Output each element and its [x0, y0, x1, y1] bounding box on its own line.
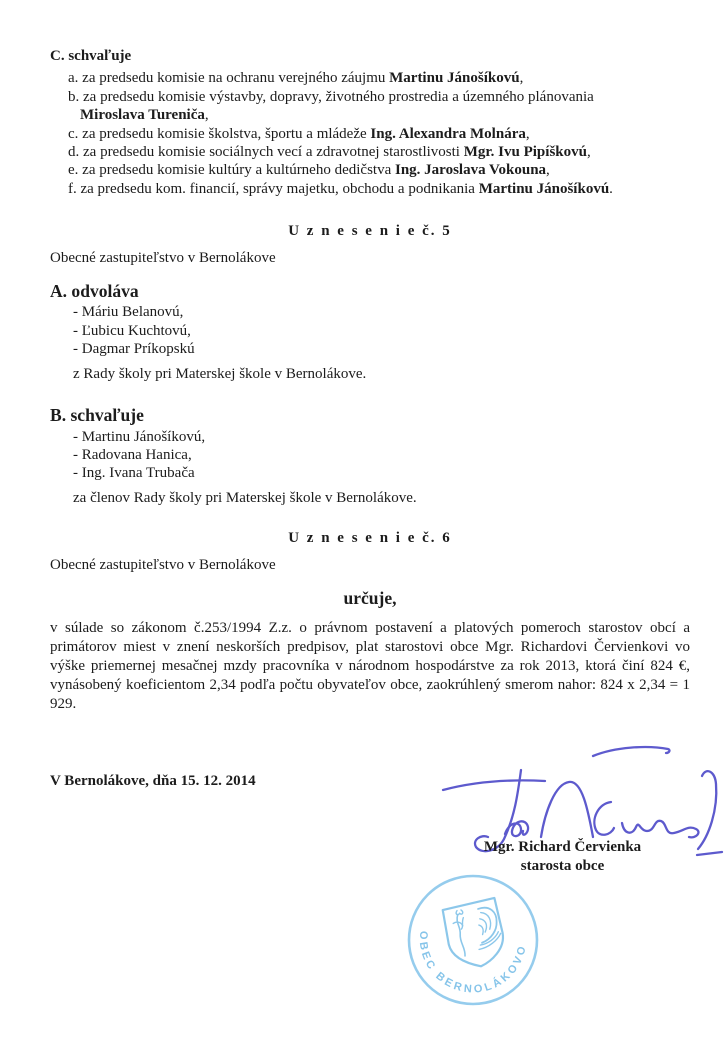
signature-stroke [697, 852, 722, 855]
item-punctuation: , [519, 70, 524, 87]
item-text: b. za predsedu komisie výstavby, dopravy, životného prostredia a územného plánovania [68, 88, 594, 105]
signature-stroke [541, 782, 593, 837]
item-text: a. za predsedu komisie na ochranu verejného záujmu [68, 70, 390, 87]
section-b-heading: B. schvaľuje [50, 405, 144, 426]
stamp-shield [442, 898, 507, 972]
signature-stroke [698, 771, 716, 849]
resolution-6-intro: Obecné zastupiteľstvo v Bernolákove [50, 556, 276, 573]
section-a-heading: A. odvoláva [50, 281, 139, 302]
item-punctuation: , [525, 125, 530, 142]
section-b-list [50, 428, 690, 483]
appointee-name: Ing. Jaroslava Vokouna [395, 162, 547, 179]
item-text: d. za predsedu komisie sociálnych vecí a zdravotnej starostlivosti [68, 144, 464, 161]
signer-title: starosta obce [520, 857, 605, 874]
stamp-emblem-sheaf [479, 924, 484, 934]
appointee-name: Martinu Jánošíkovú [478, 180, 610, 197]
item-punctuation: , [204, 107, 209, 124]
resolution-6-body: v súlade so zákonom č.253/1994 Z.z. o právnom postavení a platových pomeroch starostov obcí a primátorov miest v znení neskorších predpisov, plat starostovi obce Mgr. Richardovi Červienkovi vo výške priemernej mesačnej mzdy pracovníka v národnom hospodárstve za rok 2013, ktorá činí 824 €, vynásobený koeficientom 2,34 podľa počtu obyvateľov obce, zaokrúhlený smerom nahor: 824 x 2,34 = 1 929. [50, 620, 690, 713]
stamp-emblem-plant [456, 910, 463, 915]
section-c-heading: C. schvaľuje [50, 48, 132, 64]
section-c-list [50, 69, 690, 198]
list-item: - Martinu Jánošíkovú, [73, 428, 206, 445]
signature-stroke [593, 747, 669, 756]
resolution-5-intro: Obecné zastupiteľstvo v Bernolákove [50, 249, 276, 266]
item-punctuation: . [609, 180, 613, 197]
list-item: - Máriu Belanovú, [73, 304, 184, 321]
signer-name: Mgr. Richard Červienka [483, 839, 642, 855]
stamp-emblem-plant [456, 914, 465, 956]
signature-stroke [622, 821, 698, 838]
resolution-6-heading: U z n e s e n i e č. 6 [288, 530, 452, 547]
list-item: - Dagmar Príkopskú [73, 341, 195, 358]
signature-stroke [594, 802, 614, 835]
item-text: c. za predsedu komisie školstva, športu a mládeže [68, 125, 371, 142]
list-item [50, 69, 690, 87]
appointee-name: Martinu Jánošíkovú [389, 70, 520, 87]
signature-stroke [505, 821, 528, 836]
place-date: V Bernolákove, dňa 15. 12. 2014 [50, 773, 256, 790]
list-item: - Radovana Hanica, [73, 446, 192, 463]
signature-stroke [443, 780, 545, 790]
section-b-closing: za členov Rady školy pri Materskej škole v Bernolákove. [73, 489, 417, 506]
appointee-name: Ing. Alexandra Molnára [370, 125, 526, 142]
item-text: f. za predsedu kom. financií, správy majetku, obchodu a podnikania [68, 180, 479, 197]
appointee-name: Miroslava Tureniča [80, 107, 205, 124]
item-punctuation: , [586, 144, 591, 161]
list-item: - Ľubicu Kuchtovú, [73, 322, 191, 339]
appointee-name: Mgr. Ivu Pipíškovú [463, 144, 587, 161]
list-item [50, 88, 690, 125]
resolution-5-heading: U z n e s e n i e č. 5 [288, 223, 452, 240]
section-a-list [50, 303, 690, 358]
list-item [50, 143, 690, 161]
list-item: - Ing. Ivana Trubača [73, 465, 195, 482]
list-item [50, 180, 690, 198]
stamp-coat-of-arms [442, 898, 507, 972]
section-a-closing: z Rady školy pri Materskej škole v Bernolákove. [73, 365, 367, 382]
item-punctuation: , [546, 162, 550, 179]
list-item [50, 125, 690, 143]
municipal-stamp [403, 870, 543, 1010]
stamp-text: OBEC BERNOLÁKOVO [416, 930, 530, 996]
item-text: e. za predsedu komisie kultúry a kultúrneho dedičstva [68, 162, 395, 179]
resolution-6-subheading: určuje, [343, 587, 397, 608]
list-item [50, 161, 690, 179]
